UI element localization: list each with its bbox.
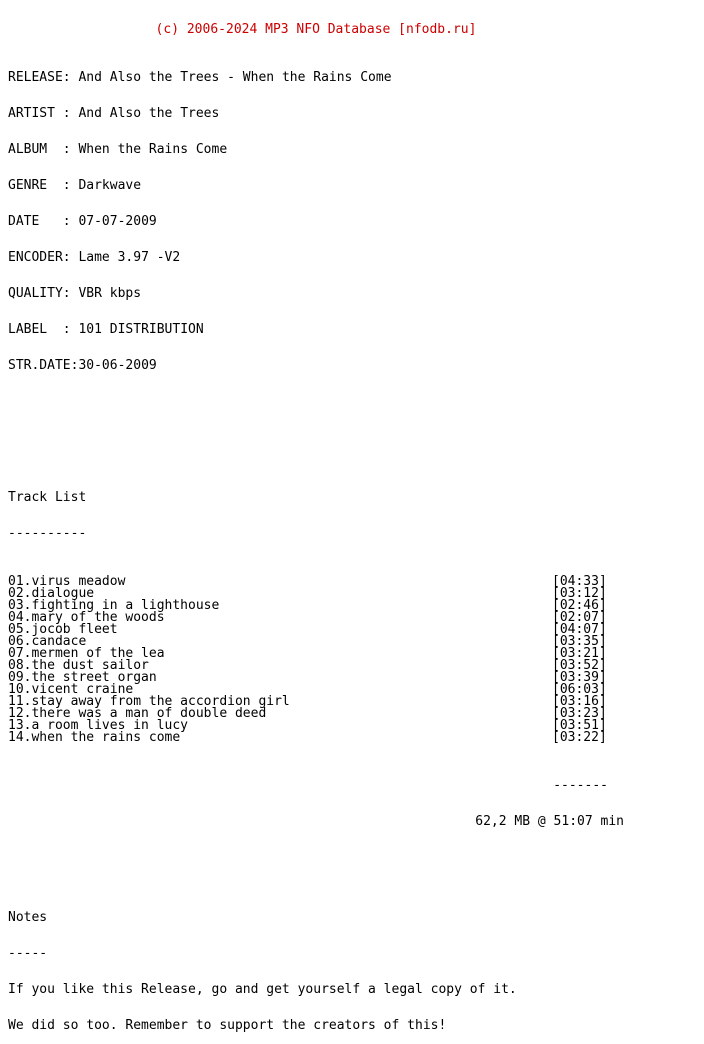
info-row-str-date: [8, 360, 698, 372]
track-title: 04.mary of the woods: [8, 610, 165, 625]
track-title: 05.jocob fleet: [8, 622, 118, 637]
info-key: LABEL :: [8, 322, 71, 337]
info-value: When the Rains Come: [70, 142, 228, 157]
info-key: ARTIST :: [8, 106, 71, 121]
track-length: [03:12]: [552, 586, 607, 601]
info-value: VBR kbps: [70, 286, 142, 301]
info-key: ALBUM :: [8, 142, 71, 157]
info-value: And Also the Trees: [70, 106, 220, 121]
info-key: QUALITY:: [8, 286, 71, 301]
tracklist-underline: ----------: [8, 526, 87, 541]
info-value: Lame 3.97 -V2: [70, 250, 181, 265]
info-row-album: [8, 144, 698, 156]
track-length: [03:23]: [552, 706, 607, 721]
info-row-release: [8, 72, 698, 84]
info-value: 101 DISTRIBUTION: [70, 322, 204, 337]
track-title: 14.when the rains come: [8, 730, 181, 745]
info-key: DATE :: [8, 214, 71, 229]
notes-line: We did so too. Remember to support the creators of this!: [8, 1018, 447, 1033]
track-title: 12.there was a man of double deed: [8, 706, 267, 721]
info-value: Darkwave: [70, 178, 142, 193]
track-length: [03:39]: [552, 670, 607, 685]
track-length: [02:46]: [552, 598, 607, 613]
track-length: [03:52]: [552, 658, 607, 673]
track-title: 01.virus meadow: [8, 574, 126, 589]
tracklist-heading: Track List: [8, 490, 87, 505]
info-row-quality: [8, 288, 698, 300]
info-key: ENCODER:: [8, 250, 71, 265]
track-length: [02:07]: [552, 610, 607, 625]
total-separator: -------: [553, 778, 608, 793]
track-title: 06.candace: [8, 634, 87, 649]
nfo-document: [8, 0, 698, 1044]
track-row: [8, 576, 608, 588]
track-length: [04:33]: [552, 574, 607, 589]
track-row: [8, 732, 608, 744]
total-size-duration: 62,2 MB @ 51:07 min: [475, 814, 624, 829]
info-value: 30-06-2009: [78, 358, 157, 373]
track-title: 09.the street organ: [8, 670, 157, 685]
track-length: [06:03]: [552, 682, 607, 697]
blank-line: [8, 864, 698, 876]
track-title: 07.mermen of the lea: [8, 646, 165, 661]
info-row-date: [8, 216, 698, 228]
info-key: RELEASE:: [8, 70, 71, 85]
track-title: 03.fighting in a lighthouse: [8, 598, 220, 613]
blank-line: [8, 408, 698, 420]
info-key: STR.DATE:: [8, 358, 79, 373]
info-key: GENRE :: [8, 178, 71, 193]
notes-underline: -----: [8, 946, 48, 961]
track-length: [03:22]: [552, 730, 607, 745]
track-length: [03:21]: [552, 646, 607, 661]
notes-line: If you like this Release, go and get yourself a legal copy of it.: [8, 982, 517, 997]
notes-heading: Notes: [8, 910, 48, 925]
track-length: [03:51]: [552, 718, 607, 733]
copyright-line: (c) 2006-2024 MP3 NFO Database [nfodb.ru]: [155, 22, 477, 37]
info-value: 07-07-2009: [70, 214, 157, 229]
info-row-label: [8, 324, 698, 336]
track-row: [8, 624, 608, 636]
info-row-genre: [8, 180, 698, 192]
track-length: [03:35]: [552, 634, 607, 649]
info-row-artist: [8, 108, 698, 120]
track-title: 08.the dust sailor: [8, 658, 149, 673]
track-length: [04:07]: [552, 622, 607, 637]
track-title: 10.vicent craine: [8, 682, 134, 697]
track-list: [8, 576, 698, 744]
track-length: [03:16]: [552, 694, 607, 709]
info-row-encoder: [8, 252, 698, 264]
track-title: 11.stay away from the accordion girl: [8, 694, 290, 709]
track-title: 02.dialogue: [8, 586, 95, 601]
blank-line: [8, 444, 698, 456]
track-title: 13.a room lives in lucy: [8, 718, 189, 733]
info-value: And Also the Trees - When the Rains Come: [70, 70, 392, 85]
